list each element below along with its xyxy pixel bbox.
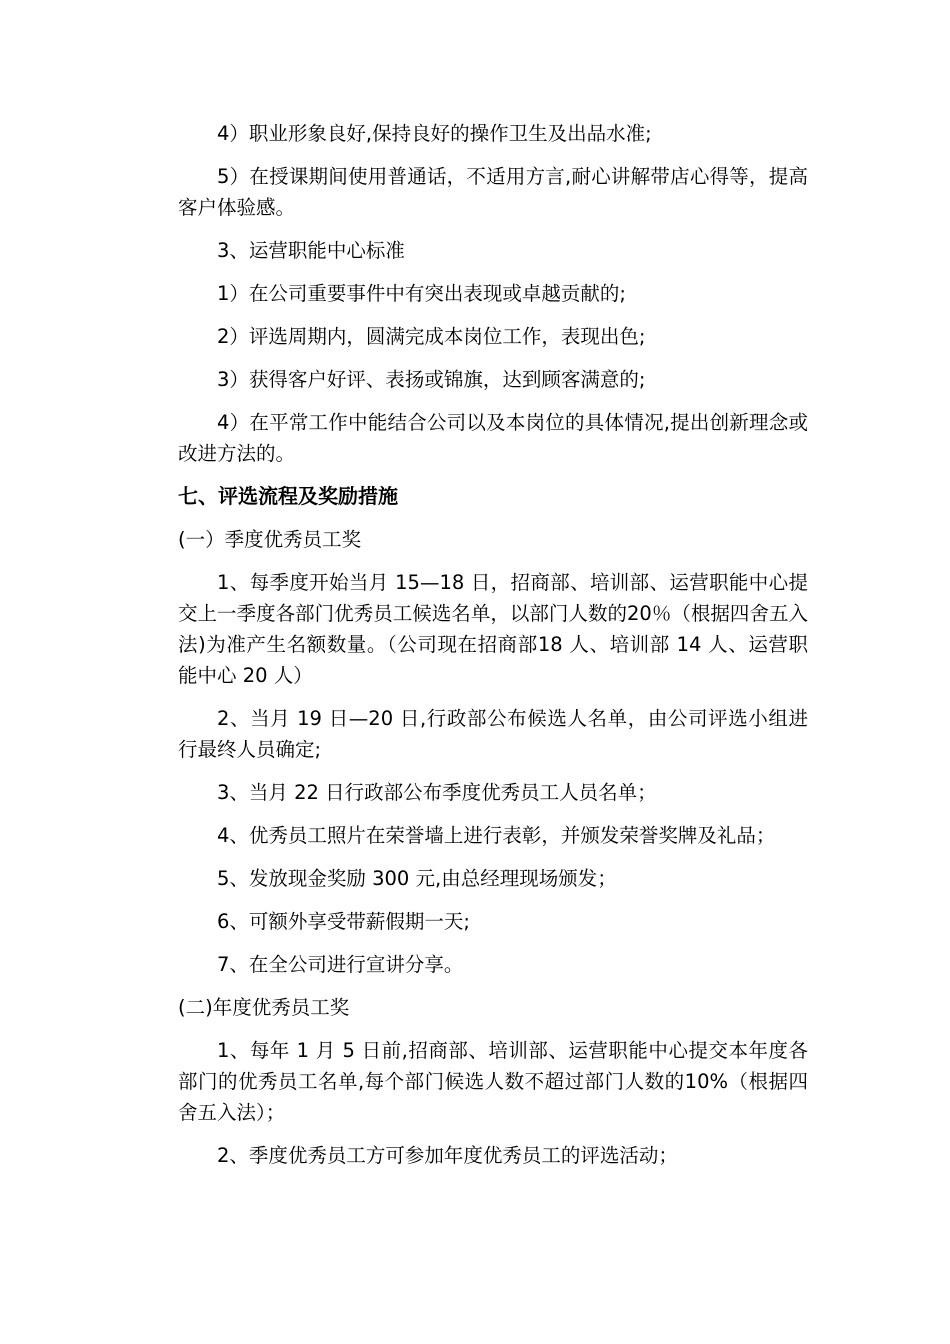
paragraph-outstanding-contribution: 1）在公司重要事件中有突出表现或卓越贡献的;: [217, 282, 626, 305]
annual-item: 2、季度优秀员工方可参加年度优秀员工的评选活动；: [217, 1144, 678, 1167]
quarterly-item: 4、优秀员工照片在荣誉墙上进行表彰，并颁发荣誉奖牌及礼品；: [217, 824, 776, 847]
paragraph-complete-work: 2）评选周期内，圆满完成本岗位工作，表现出色;: [217, 325, 646, 348]
section-heading: 七、评选流程及奖励措施: [178, 484, 398, 508]
quarterly-item: 1、每季度开始当月 15—18 日，招商部、培训部、运营职能中心提交上一季度各部门优秀员工候选名单，以部门人数的20％（根据四舍五入法)为准产生名额数量。（公司现在招商部18 人、培训部 14 人、运营职能中心 20 人）: [178, 571, 808, 687]
paragraph-operations-standard: 3、运营职能中心标准: [217, 239, 405, 262]
document-page: [178, 118, 808, 1183]
paragraph-customer-praise: 3）获得客户好评、表扬或锦旗，达到顾客满意的;: [217, 368, 646, 391]
quarterly-award-title: (一）季度优秀员工奖: [178, 528, 362, 551]
paragraph-professional-image: 4）职业形象良好,保持良好的操作卫生及出品水准;: [217, 122, 652, 145]
quarterly-item: 5、发放现金奖励 300 元,由总经理现场颁发；: [217, 867, 617, 890]
annual-item: 1、每年 1 月 5 日前,招商部、培训部、运营职能中心提交本年度各部门的优秀员工名单,每个部门候选人数不超过部门人数的10%（根据四舍五入法）；: [178, 1039, 808, 1124]
annual-award-title: (二)年度优秀员工奖: [178, 996, 350, 1019]
paragraph-innovation: 4）在平常工作中能结合公司以及本岗位的具体情况,提出创新理念或改进方法的。: [178, 411, 808, 465]
quarterly-item: 2、当月 19 日—20 日,行政部公布候选人名单，由公司评选小组进行最终人员确定;: [178, 707, 808, 761]
quarterly-item: 6、可额外享受带薪假期一天;: [217, 910, 470, 933]
paragraph-mandarin-teaching: 5）在授课期间使用普通话，不适用方言,耐心讲解带店心得等，提高客户体验感。: [178, 165, 808, 219]
quarterly-item: 7、在全公司进行宣讲分享。: [217, 953, 464, 976]
quarterly-item: 3、当月 22 日行政部公布季度优秀员工人员名单；: [217, 781, 657, 804]
